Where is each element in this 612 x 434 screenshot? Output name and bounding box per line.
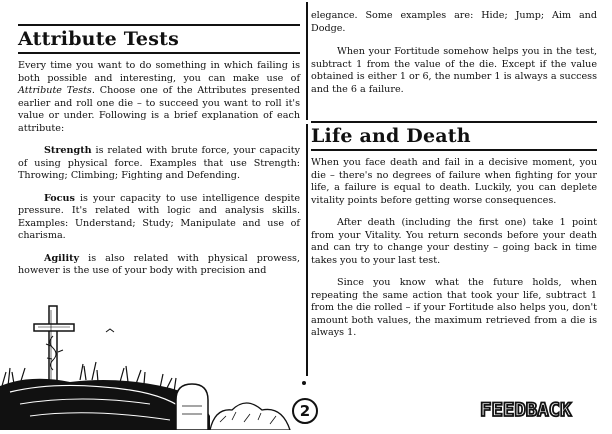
focus-paragraph bbox=[18, 193, 300, 243]
intro-emphasis: Attribute Tests bbox=[18, 85, 92, 96]
life-and-death-section bbox=[311, 121, 597, 340]
agility-continuation: elegance. Some examples are: Hide; Jump; Aim and Dodge. bbox=[311, 10, 597, 34]
brand-text: FEEDBACK bbox=[480, 399, 572, 421]
section-title-attribute-tests: Attribute Tests bbox=[18, 28, 179, 50]
life-death-paragraph-3: Since you know what the future holds, when repeating the same action that took your life, subtract 1 from the die rolled – if your Fortitude also helps you, don't amount both values, the maximum retrieved from a die is always 1. bbox=[311, 277, 597, 338]
column-divider-top bbox=[306, 2, 308, 120]
graveyard-cross-illustration bbox=[0, 296, 300, 430]
focus-term: Focus bbox=[44, 192, 75, 204]
strength-paragraph bbox=[18, 145, 300, 183]
agility-text: is also related with physical prowess, however is the use of your body with precision and bbox=[18, 252, 300, 276]
footer-dot bbox=[302, 381, 306, 385]
strength-term: Strength bbox=[44, 145, 92, 156]
column-divider-bottom bbox=[306, 124, 308, 376]
section-rule-top bbox=[311, 121, 597, 123]
strength-text: is related with brute force, your capacity of using physical force. Examples that use Strength: Throwing; Climbing; Fighting and Defending. bbox=[18, 145, 300, 181]
life-death-paragraph-2: After death (including the first one) take 1 point from your Vitality. You return seconds before your death and can try to change your destiny – going back in time takes you to your last test. bbox=[311, 217, 597, 266]
feedback-logo bbox=[480, 399, 606, 421]
agility-paragraph bbox=[18, 253, 300, 278]
section-rule-top bbox=[18, 24, 300, 26]
focus-text: is your capacity to use intelligence despite pressure. It's related with logic and analysis skills. Examples: Understand; Study; Manipulate and use of charisma. bbox=[18, 192, 300, 241]
agility-term: Agility bbox=[44, 252, 80, 264]
attribute-tests-section bbox=[18, 24, 300, 278]
fortitude-paragraph: When your Fortitude somehow helps you in the test, subtract 1 from the value of the die. Except if the value obtained is either 1 or 6, the number 1 is always a success and the 6 a failure. bbox=[311, 46, 597, 95]
intro-paragraph bbox=[18, 60, 300, 135]
life-death-paragraph-1: When you face death and fail in a decisive moment, you die – there's no degrees of failure when fighting for your life, a failure is equal to death. Luckily, you can deplete vitality points before getting worse consequences. bbox=[311, 157, 597, 206]
page-number: 2 bbox=[292, 398, 318, 424]
section-title-life-and-death: Life and Death bbox=[311, 125, 471, 147]
intro-text-a: Every time you want to do something in which failing is both possible and interesting, you can make use of bbox=[18, 60, 300, 84]
intro-text-b: . Choose one of the Attributes presented earlier and roll one die – to succeed you want to roll it's value or under. Following is a brief explanation of each attribute: bbox=[18, 85, 300, 134]
